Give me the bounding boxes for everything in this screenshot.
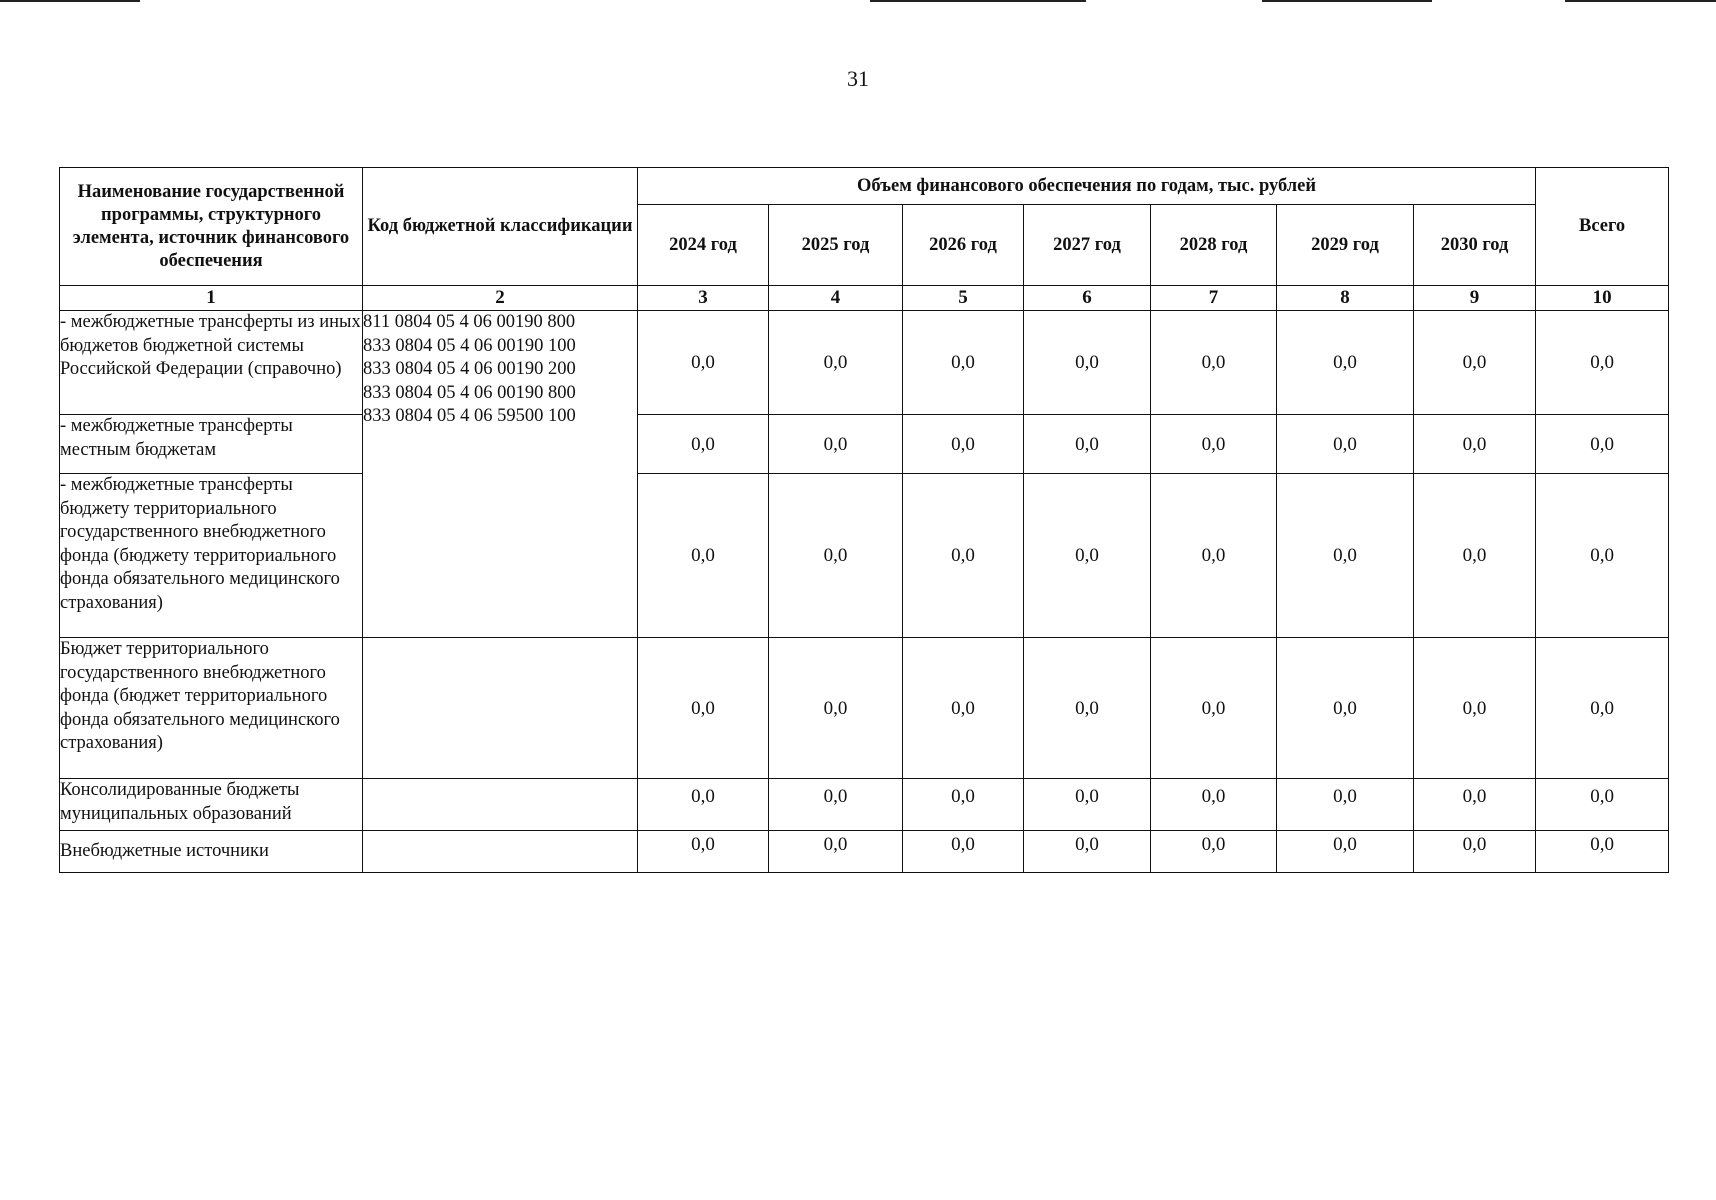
row-name: - межбюджетные трансферты бюджету территориального государственного внебюджетного фонда (бюджету территориального фонда обязательного медицинского страхования)	[60, 474, 363, 638]
value-cell: 0,0	[1277, 415, 1414, 474]
table-row	[60, 831, 1669, 873]
column-number: 1	[60, 286, 363, 311]
column-number: 8	[1277, 286, 1414, 311]
column-number-row	[60, 286, 1669, 311]
column-number: 2	[363, 286, 638, 311]
column-number: 3	[638, 286, 769, 311]
row-code	[363, 831, 638, 873]
budget-code: 833 0804 05 4 06 00190 800	[363, 382, 576, 403]
shared-budget-codes	[363, 311, 638, 638]
header-total-column: Всего	[1536, 168, 1669, 286]
value-cell: 0,0	[1151, 474, 1277, 638]
row-name: Консолидированные бюджеты муниципальных образований	[60, 779, 363, 831]
table-row	[60, 638, 1669, 779]
header-year: 2026 год	[903, 205, 1024, 286]
value-cell: 0,0	[769, 415, 903, 474]
value-cell: 0,0	[1277, 638, 1414, 779]
header-volume-group: Объем финансового обеспечения по годам, тыс. рублей	[638, 168, 1536, 205]
value-cell: 0,0	[638, 779, 769, 831]
value-cell: 0,0	[1414, 415, 1536, 474]
budget-code: 833 0804 05 4 06 00190 200	[363, 359, 576, 379]
value-cell: 0,0	[1414, 311, 1536, 415]
value-cell: 0,0	[1024, 779, 1151, 831]
scan-edge-line	[1565, 0, 1716, 2]
header-year: 2029 год	[1277, 205, 1414, 286]
header-name-column: Наименование государственной программы, структурного элемента, источник финансового обеспечения	[60, 168, 363, 286]
value-cell-total: 0,0	[1536, 311, 1669, 415]
row-name: - межбюджетные трансферты из иных бюджетов бюджетной системы Российской Федерации (справочно)	[60, 311, 363, 415]
value-cell-total: 0,0	[1536, 831, 1669, 873]
value-cell: 0,0	[903, 474, 1024, 638]
value-cell: 0,0	[1024, 311, 1151, 415]
table-row	[60, 779, 1669, 831]
header-year: 2025 год	[769, 205, 903, 286]
value-cell: 0,0	[1277, 831, 1414, 873]
value-cell: 0,0	[769, 474, 903, 638]
budget-code: 833 0804 05 4 06 59500 100	[363, 406, 576, 426]
row-name: Внебюджетные источники	[60, 831, 363, 873]
scan-edge-line	[0, 0, 140, 2]
value-cell: 0,0	[1024, 831, 1151, 873]
value-cell: 0,0	[1151, 415, 1277, 474]
column-number: 6	[1024, 286, 1151, 311]
value-cell: 0,0	[1151, 779, 1277, 831]
row-name: - межбюджетные трансферты местным бюджетам	[60, 415, 363, 474]
budget-code: 811 0804 05 4 06 00190 800	[363, 312, 576, 332]
table-row	[60, 474, 1669, 638]
value-cell: 0,0	[638, 638, 769, 779]
value-cell-total: 0,0	[1536, 474, 1669, 638]
table-row	[60, 311, 1669, 415]
value-cell: 0,0	[638, 311, 769, 415]
column-number: 9	[1414, 286, 1536, 311]
scan-edge-line	[1262, 0, 1432, 2]
value-cell: 0,0	[769, 638, 903, 779]
value-cell: 0,0	[1151, 638, 1277, 779]
table-row	[60, 415, 1669, 474]
value-cell: 0,0	[1414, 638, 1536, 779]
value-cell: 0,0	[638, 415, 769, 474]
column-number: 10	[1536, 286, 1669, 311]
header-year: 2024 год	[638, 205, 769, 286]
value-cell: 0,0	[1151, 831, 1277, 873]
value-cell-total: 0,0	[1536, 415, 1669, 474]
financing-table	[59, 167, 1669, 873]
header-year: 2028 год	[1151, 205, 1277, 286]
column-number: 4	[769, 286, 903, 311]
column-number: 7	[1151, 286, 1277, 311]
value-cell: 0,0	[1151, 311, 1277, 415]
scan-edge-line	[870, 0, 1086, 2]
value-cell: 0,0	[1414, 779, 1536, 831]
value-cell: 0,0	[1414, 831, 1536, 873]
value-cell: 0,0	[903, 415, 1024, 474]
value-cell: 0,0	[1024, 638, 1151, 779]
header-code-column: Код бюджетной классификации	[363, 168, 638, 286]
value-cell: 0,0	[1024, 415, 1151, 474]
value-cell: 0,0	[769, 779, 903, 831]
header-year: 2030 год	[1414, 205, 1536, 286]
value-cell: 0,0	[638, 831, 769, 873]
value-cell-total: 0,0	[1536, 779, 1669, 831]
value-cell: 0,0	[1277, 311, 1414, 415]
header-year: 2027 год	[1024, 205, 1151, 286]
value-cell: 0,0	[903, 779, 1024, 831]
value-cell: 0,0	[1414, 474, 1536, 638]
value-cell: 0,0	[903, 638, 1024, 779]
column-number: 5	[903, 286, 1024, 311]
value-cell: 0,0	[1277, 474, 1414, 638]
page-number: 31	[847, 66, 869, 91]
row-code	[363, 638, 638, 779]
row-name: Бюджет территориального государственного внебюджетного фонда (бюджет территориального фонда обязательного медицинского страхования)	[60, 638, 363, 779]
value-cell: 0,0	[1277, 779, 1414, 831]
value-cell: 0,0	[1024, 474, 1151, 638]
row-code	[363, 779, 638, 831]
value-cell: 0,0	[903, 311, 1024, 415]
value-cell: 0,0	[769, 831, 903, 873]
value-cell: 0,0	[769, 311, 903, 415]
value-cell: 0,0	[638, 474, 769, 638]
budget-code: 833 0804 05 4 06 00190 100	[363, 335, 576, 356]
value-cell: 0,0	[903, 831, 1024, 873]
value-cell-total: 0,0	[1536, 638, 1669, 779]
